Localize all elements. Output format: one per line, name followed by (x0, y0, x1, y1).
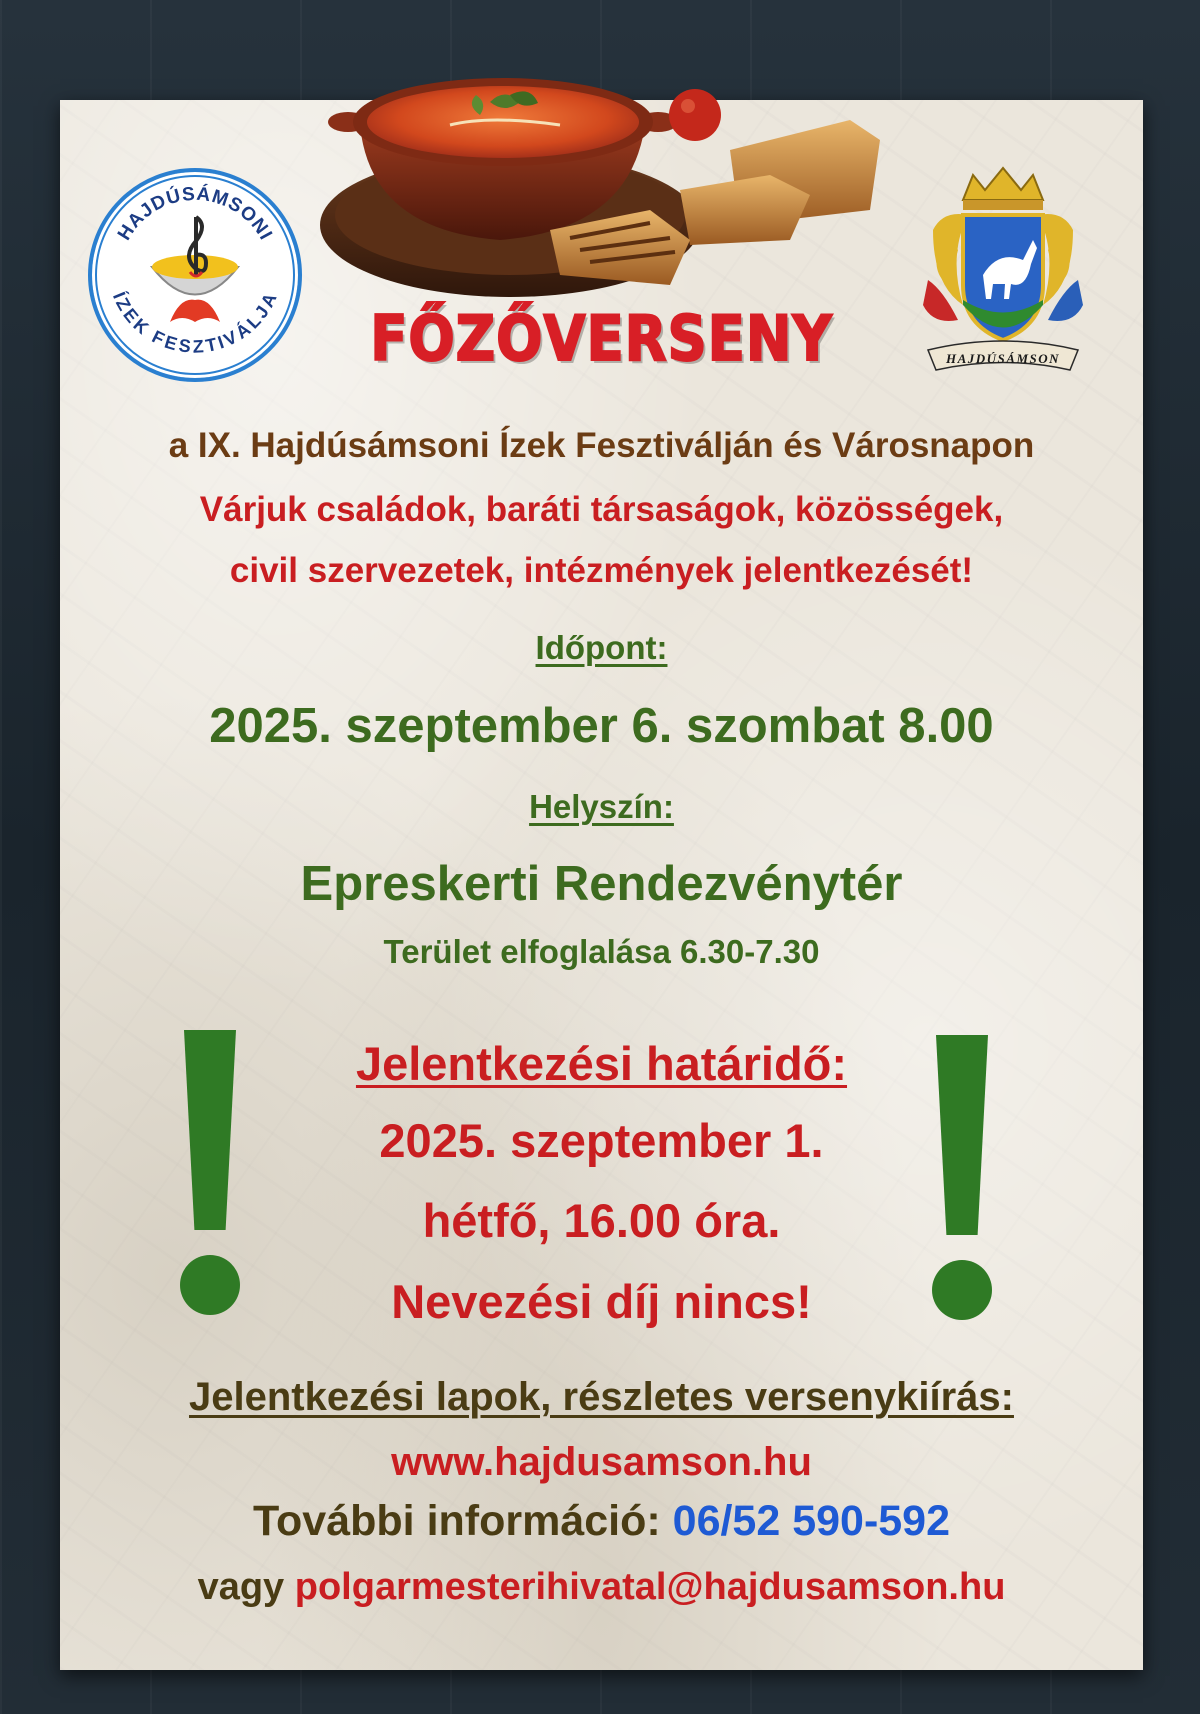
email-link[interactable]: polgarmesterihivatal@hajdusamson.hu (294, 1566, 1006, 1608)
info-line (60, 1497, 1143, 1545)
logo-bottom-text: ÍZEK FESZTIVÁLJA (108, 289, 281, 357)
invite-line-2: civil szervezetek, intézmények jelentkezését! (229, 551, 974, 590)
event-datetime: 2025. szeptember 6. szombat 8.00 (209, 699, 994, 753)
time-label: Időpont: (535, 629, 668, 666)
deadline-label-wrapper (60, 1037, 1143, 1090)
deadline-time: hétfő, 16.00 óra. (422, 1194, 781, 1247)
soup-bowl-image (300, 40, 920, 310)
invite-line-1: Várjuk családok, baráti társaságok, közösségek, (199, 490, 1004, 529)
email-line (60, 1568, 1143, 1606)
time-label-wrapper (60, 631, 1143, 664)
area-occupation: Terület elfoglalása 6.30-7.30 (383, 933, 820, 970)
event-subtitle: a IX. Hajdúsámsoni Ízek Fesztiválján és Városnapon (168, 426, 1035, 465)
event-venue: Epreskerti Rendezvénytér (300, 857, 903, 911)
deadline-label: Jelentkezési határidő: (355, 1037, 848, 1090)
website-link[interactable]: www.hajdusamson.hu (391, 1440, 812, 1484)
logo-top-text: HAJDÚSÁMSONI (113, 183, 277, 245)
location-label: Helyszín: (529, 788, 674, 825)
docs-label-wrapper (60, 1377, 1143, 1417)
entry-fee-note: Nevezési díj nincs! (391, 1275, 812, 1328)
email-prefix: vagy (197, 1566, 285, 1608)
phone-number[interactable]: 06/52 590-592 (672, 1497, 951, 1545)
location-label-wrapper (60, 790, 1143, 823)
page-title: FŐZŐVERSENY (370, 302, 833, 375)
info-label: További információ: (252, 1497, 661, 1545)
coat-of-arms-text: HAJDÚSÁMSON (945, 351, 1061, 366)
docs-label: Jelentkezési lapok, részletes versenykiírás: (189, 1375, 1014, 1419)
deadline-date: 2025. szeptember 1. (379, 1114, 824, 1167)
